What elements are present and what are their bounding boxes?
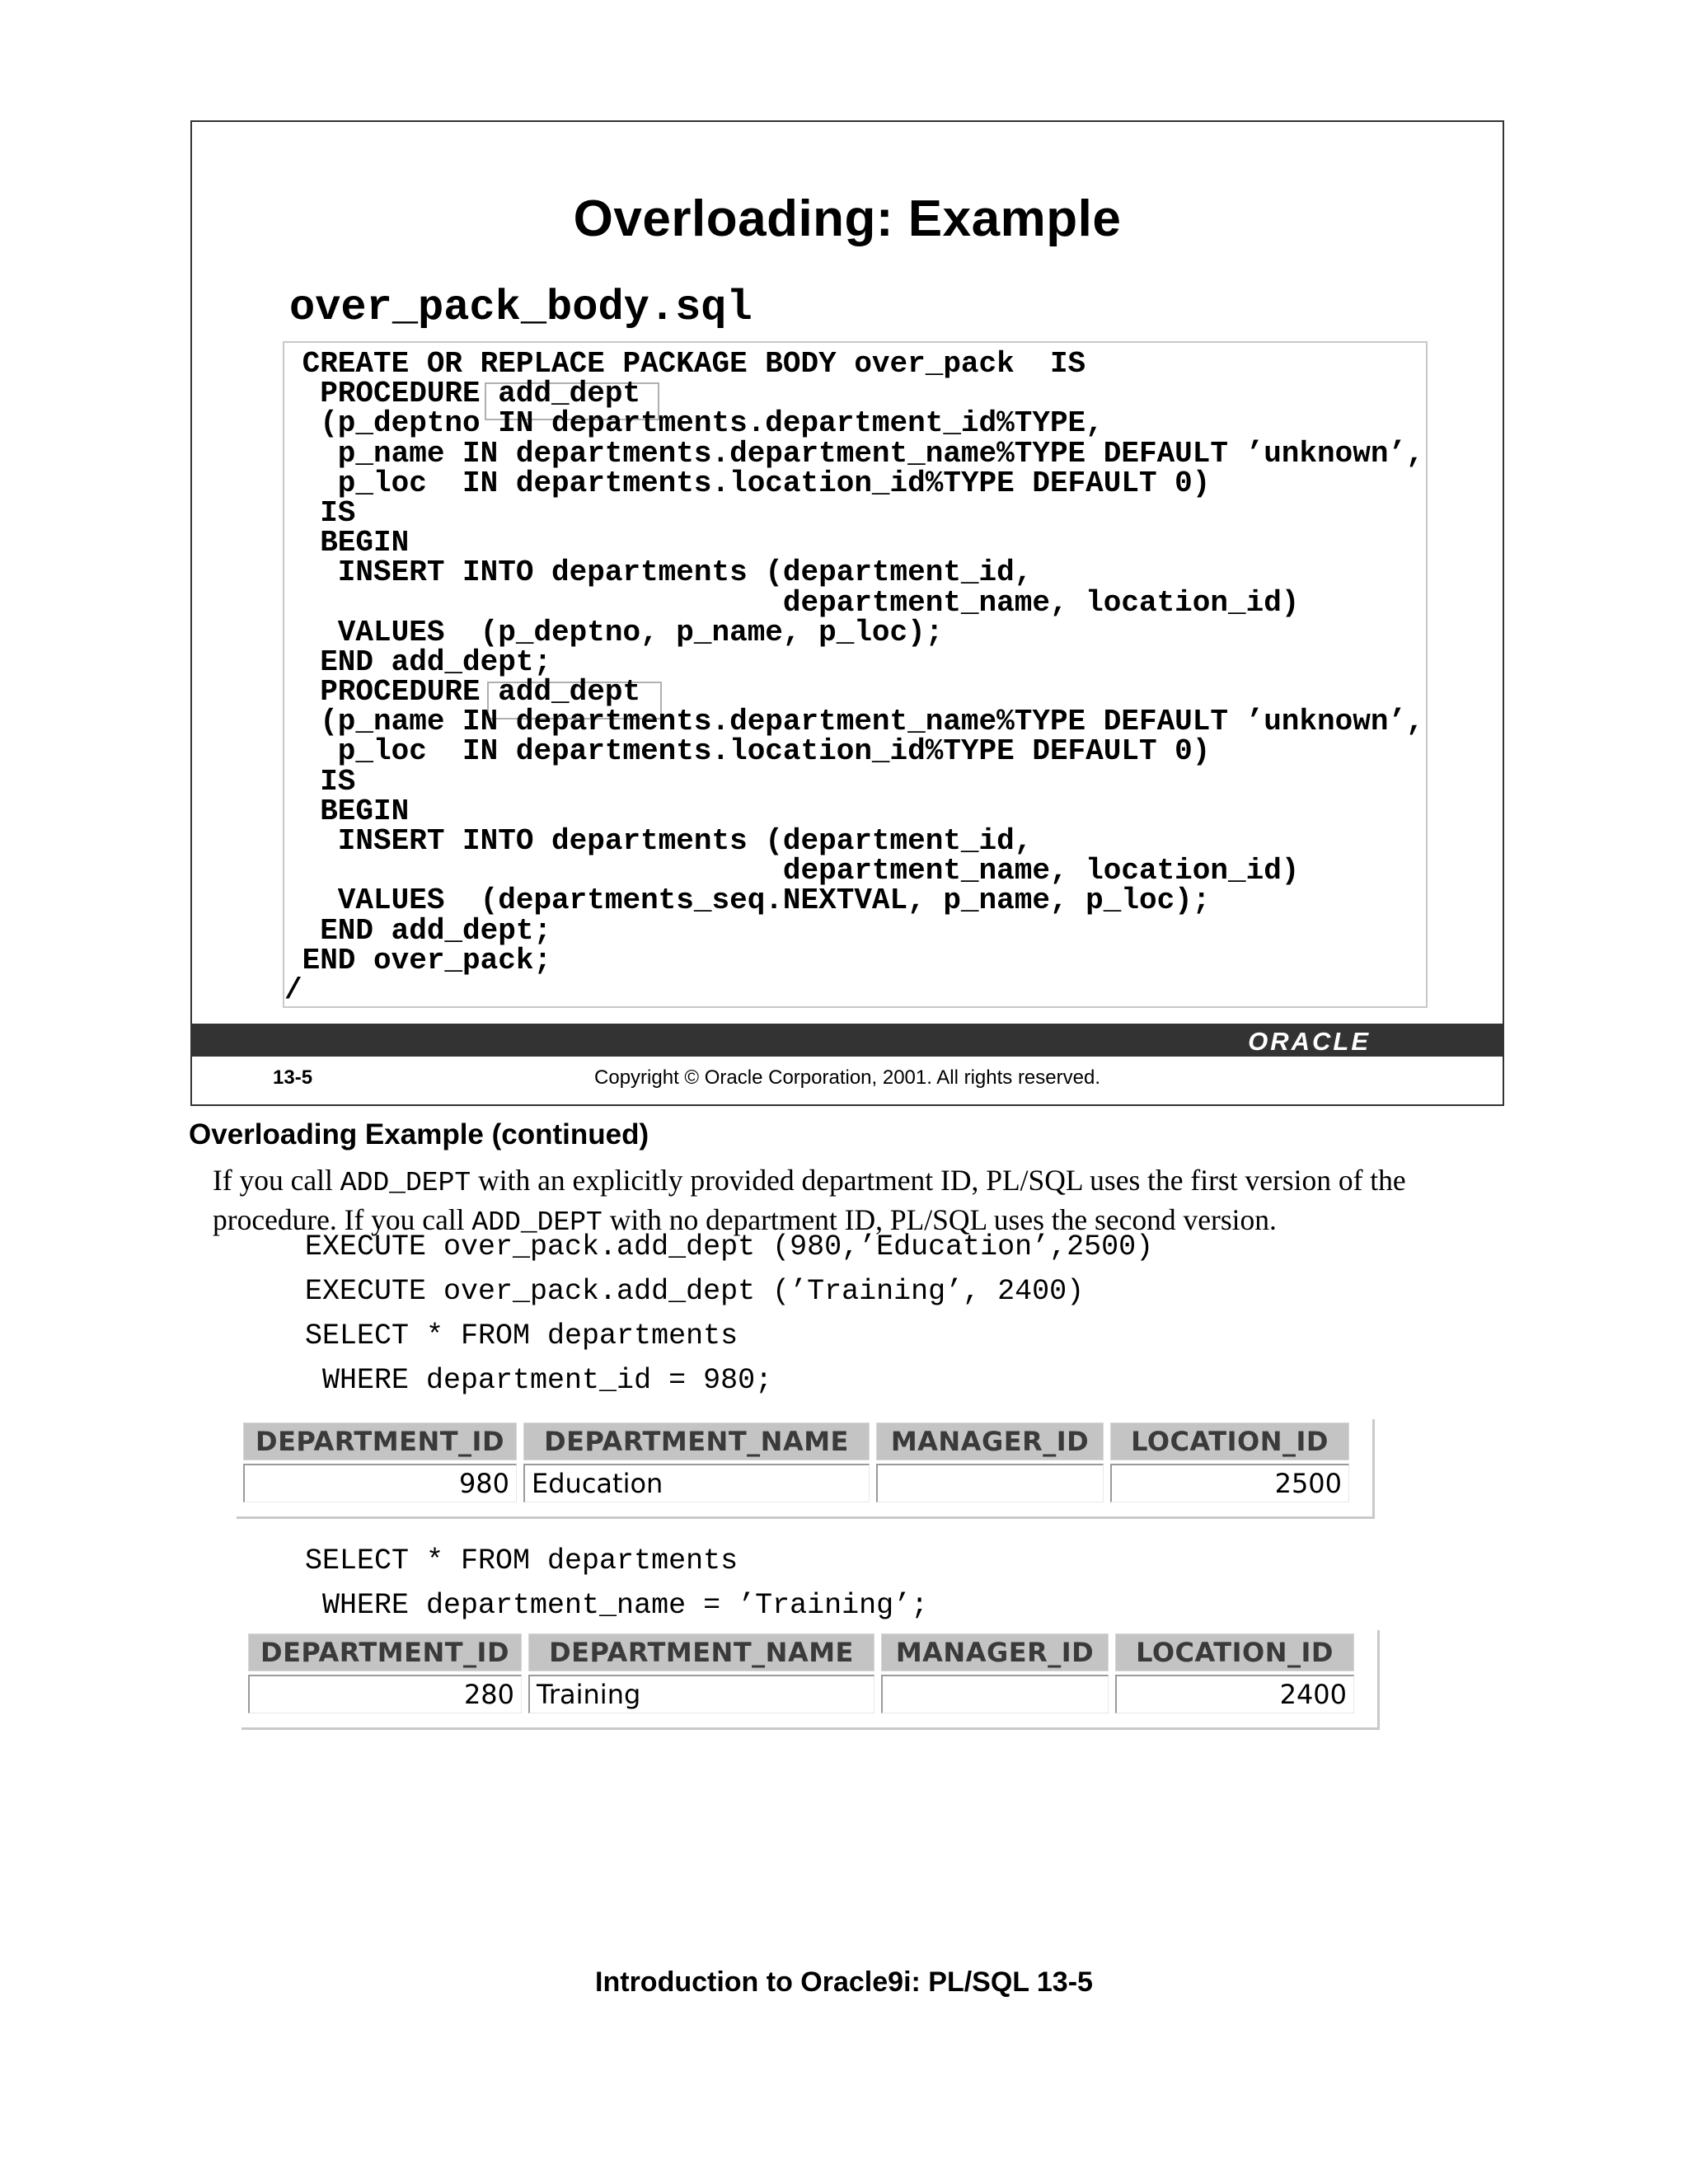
table-cell: 280	[248, 1675, 522, 1713]
table-cell: 2500	[1110, 1464, 1349, 1502]
table-cell: 980	[243, 1464, 517, 1502]
para-text: If you call	[213, 1164, 340, 1197]
code-line: IS	[284, 764, 356, 799]
table-cell: Training	[528, 1675, 874, 1713]
table-header-row	[248, 1633, 1354, 1671]
code-line: /	[284, 972, 302, 1007]
table-cell	[876, 1464, 1104, 1502]
column-header: LOCATION_ID	[1115, 1633, 1354, 1671]
select-command-1: SELECT * FROM departments	[305, 1319, 738, 1352]
code-line: BEGIN	[284, 794, 410, 828]
column-header: LOCATION_ID	[1110, 1422, 1349, 1460]
result-table-2	[241, 1630, 1361, 1717]
column-header: DEPARTMENT_NAME	[523, 1422, 870, 1460]
code-line: INSERT INTO departments (department_id,	[284, 555, 1033, 590]
code-box	[283, 341, 1428, 1008]
table-cell: Education	[523, 1464, 870, 1502]
select-command-2: SELECT * FROM departments	[305, 1544, 738, 1577]
code-line: END add_dept;	[284, 913, 552, 948]
column-header: MANAGER_ID	[876, 1422, 1104, 1460]
table-cell: 2400	[1115, 1675, 1354, 1713]
table-row	[248, 1675, 1354, 1713]
code-line: PROCEDURE add_dept	[284, 675, 641, 710]
table-row	[243, 1464, 1349, 1502]
copyright-notice: Copyright © Oracle Corporation, 2001. All rights reserved.	[594, 1066, 1100, 1089]
code-line: INSERT INTO departments (department_id,	[284, 824, 1033, 858]
slide-filename: over_pack_body.sql	[289, 284, 753, 332]
execute-command-2: EXECUTE over_pack.add_dept (’Training’, 2400)	[305, 1275, 1085, 1308]
table-cell	[881, 1675, 1109, 1713]
code-line: p_name IN departments.department_name%TYPE DEFAULT ’unknown’,	[284, 436, 1424, 471]
column-header: DEPARTMENT_NAME	[528, 1633, 874, 1671]
code-line: IS	[284, 495, 356, 530]
para-text: with an explicitly provided department ID, PL/SQL uses the first version of the procedure. If you call	[213, 1164, 1406, 1236]
notes-paragraph	[213, 1162, 1498, 1241]
code-line: (p_name IN departments.department_name%TYPE DEFAULT ’unknown’,	[284, 705, 1424, 739]
code-line: department_name, location_id)	[284, 585, 1300, 620]
code-line: department_name, location_id)	[284, 854, 1300, 888]
slide-bottom-bar	[192, 1024, 1503, 1057]
oracle-logo: ORACLE	[1248, 1027, 1371, 1056]
notes-heading: Overloading Example (continued)	[189, 1118, 649, 1151]
slide-frame	[190, 120, 1504, 1106]
code-line: VALUES (p_deptno, p_name, p_loc);	[284, 615, 944, 649]
execute-command-1: EXECUTE over_pack.add_dept (980,’Education’,2500)	[305, 1230, 1154, 1263]
column-header: DEPARTMENT_ID	[248, 1633, 522, 1671]
slide-footer	[192, 1057, 1503, 1106]
where-clause-2: WHERE department_name = ’Training’;	[305, 1589, 929, 1622]
code-listing	[284, 349, 1424, 1005]
para-text: with no department ID, PL/SQL uses the second version.	[602, 1203, 1277, 1236]
column-header: MANAGER_ID	[881, 1633, 1109, 1671]
table-header-row	[243, 1422, 1349, 1460]
result-table-1	[237, 1419, 1356, 1506]
para-code: ADD_DEPT	[340, 1168, 471, 1198]
code-line: END over_pack;	[284, 943, 552, 977]
slide-title: Overloading: Example	[573, 190, 1122, 247]
code-line: BEGIN	[284, 526, 410, 560]
code-line: PROCEDURE add_dept	[284, 377, 641, 411]
code-line: p_loc IN departments.location_id%TYPE DEFAULT 0)	[284, 466, 1211, 500]
code-line: VALUES (departments_seq.NEXTVAL, p_name, p_loc);	[284, 883, 1211, 918]
code-line: CREATE OR REPLACE PACKAGE BODY over_pack IS	[284, 347, 1086, 381]
page-footer: Introduction to Oracle9i: PL/SQL 13-5	[595, 1966, 1093, 1998]
para-code: ADD_DEPT	[471, 1207, 603, 1238]
column-header: DEPARTMENT_ID	[243, 1422, 517, 1460]
code-line: (p_deptno IN departments.department_id%TYPE,	[284, 406, 1104, 441]
code-line: END add_dept;	[284, 644, 552, 679]
where-clause-1: WHERE department_id = 980;	[305, 1364, 773, 1397]
slide-number: 13-5	[273, 1066, 313, 1089]
code-line: p_loc IN departments.location_id%TYPE DEFAULT 0)	[284, 734, 1211, 769]
